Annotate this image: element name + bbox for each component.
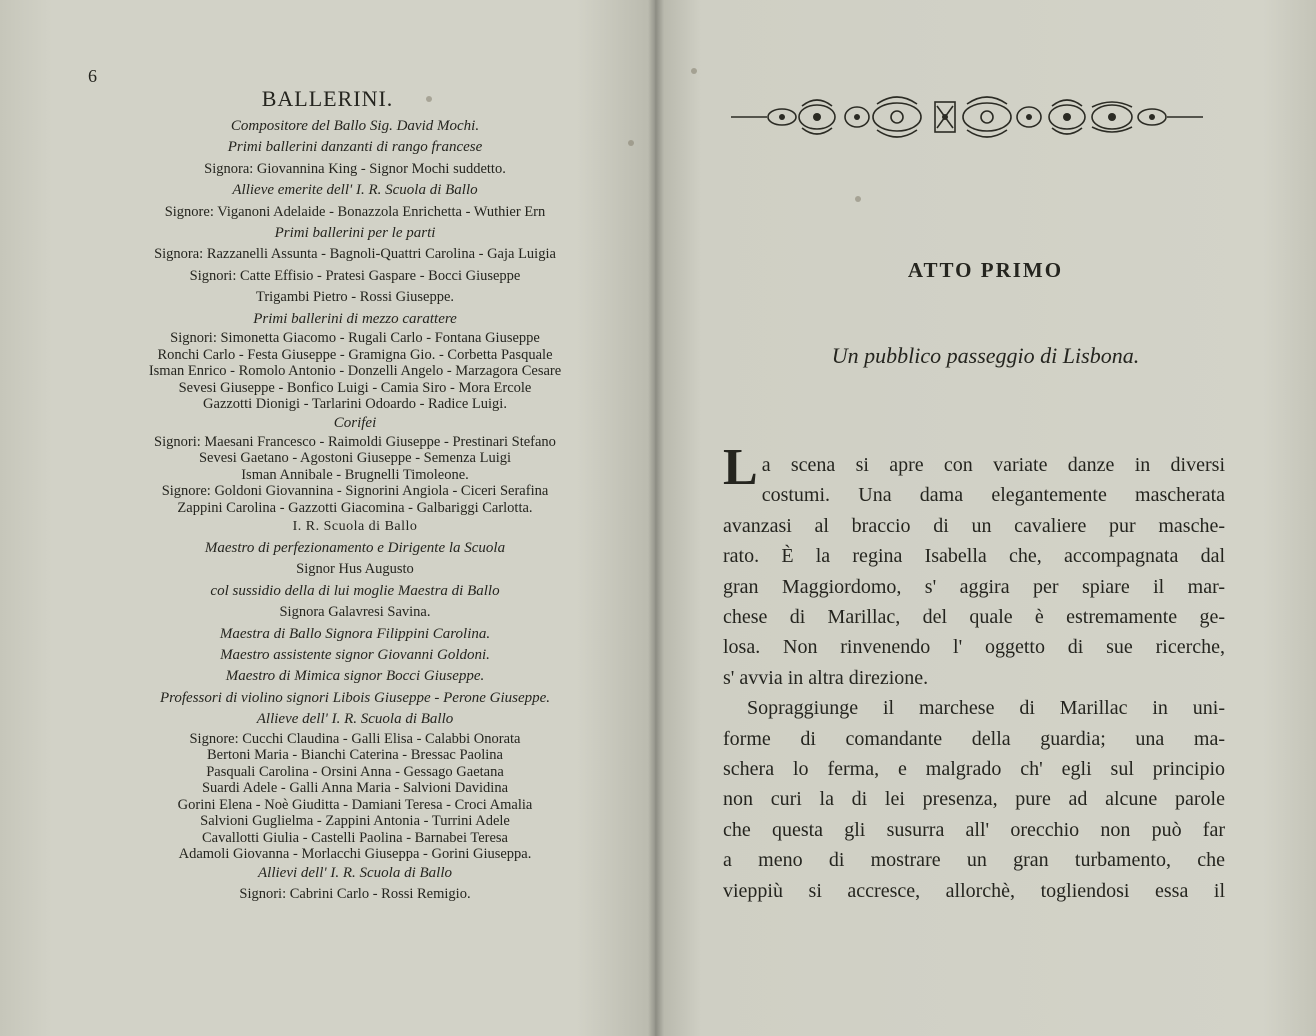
cast-line: Signori: Simonetta Giacomo - Rugali Carlo - Fontana Giuseppe (170, 330, 540, 347)
cast-line: Gazzotti Dionigi - Tarlarini Odoardo - Radice Luigi. (203, 396, 507, 413)
cast-line: Signori: Catte Effisio - Pratesi Gaspare - Bocci Giuseppe (189, 267, 521, 284)
cast-line: Signore: Viganoni Adelaide - Bonazzola Enrichetta - Wuthier Ern (164, 203, 546, 220)
drop-cap: L (723, 439, 758, 496)
decorative-headpiece-icon (727, 92, 1207, 142)
text-line: non curi la di lei presenza, pure ad alcune parole (723, 788, 1225, 811)
cast-line: Ronchi Carlo - Festa Giuseppe - Gramigna Gio. - Corbetta Pasquale (157, 346, 553, 363)
cast-line: Allieve dell' I. R. Scuola di Ballo (256, 711, 454, 728)
right-page (655, 0, 1316, 1036)
text-line: a scena si apre con variate danze in diversi (761, 454, 1225, 476)
cast-line: Isman Annibale - Brugnelli Timoleone. (241, 466, 469, 483)
page-number: 6 (88, 66, 97, 86)
cast-line: Bertoni Maria - Bianchi Caterina - Bressac Paolina (207, 747, 503, 764)
cast-line: Zappini Carolina - Gazzotti Giacomina - Galbariggi Carlotta. (177, 499, 533, 516)
cast-line: Suardi Adele - Galli Anna Maria - Salvioni Davidina (201, 780, 509, 797)
cast-line: Cavallotti Giulia - Castelli Paolina - Barnabei Teresa (202, 829, 508, 846)
text-line: costumi. Una dama elegantemente mascherata (761, 484, 1225, 507)
cast-line: Signore: Goldoni Giovannina - Signorini Angiola - Ciceri Serafina (161, 483, 549, 500)
cast-line: Gorini Elena - Noè Giuditta - Damiani Teresa - Croci Amalia (177, 796, 533, 813)
book-gutter (648, 0, 664, 1036)
text-line: s' avvia in altra direzione. (723, 666, 929, 689)
cast-line: Signori: Cabrini Carlo - Rossi Remigio. (239, 885, 471, 902)
cast-line: Compositore del Ballo Sig. David Mochi. (230, 118, 480, 134)
cast-line: Maestro di perfezionamento e Dirigente la Scuola (204, 539, 506, 556)
left-page (0, 0, 655, 1036)
cast-line: Maestra di Ballo Signora Filippini Carolina. (219, 625, 491, 642)
text-line: chese di Marillac, del quale è estremamente ge- (723, 606, 1225, 629)
cast-line: Signora: Razzanelli Assunta - Bagnoli-Quattri Carolina - Gaja Luigia (154, 246, 556, 263)
section-heading: BALLERINI. (261, 86, 394, 111)
narrative-text (723, 439, 1225, 906)
cast-line: Allievi dell' I. R. Scuola di Ballo (258, 864, 452, 881)
text-line: che questa gli susurra all' orecchio non può far (723, 818, 1225, 841)
cast-line: Primi ballerini di mezzo carattere (253, 310, 457, 327)
text-line: avanzasi al braccio di un cavaliere pur masche- (723, 514, 1225, 537)
cast-line: I. R. Scuola di Ballo (292, 519, 418, 535)
cast-line: Signora Galavresi Savina. (279, 604, 431, 621)
text-line: Sopraggiunge il marchese di Marillac in uni- (747, 697, 1225, 720)
cast-line: Adamoli Giovanna - Morlacchi Giuseppa - Gorini Giuseppa. (178, 846, 532, 863)
cast-line: Trigambi Pietro - Rossi Giuseppe. (255, 289, 455, 306)
cast-line: Sevesi Gaetano - Agostoni Giuseppe - Semenza Luigi (198, 450, 512, 467)
cast-line: Signori: Maesani Francesco - Raimoldi Giuseppe - Prestinari Stefano (154, 433, 556, 450)
cast-line: Primi ballerini danzanti di rango francese (227, 139, 483, 156)
cast-line: Signor Hus Augusto (296, 561, 414, 578)
cast-line: col sussidio della di lui moglie Maestra di Ballo (210, 582, 500, 599)
text-line: rato. È la regina Isabella che, accompagnata dal (723, 545, 1225, 568)
cast-line: Signora: Giovannina King - Signor Mochi suddetto. (204, 160, 506, 177)
cast-line: Maestro di Mimica signor Bocci Giuseppe. (225, 668, 485, 685)
cast-line: Salvioni Guglielma - Zappini Antonia - Turrini Adele (200, 813, 510, 830)
paragraph-1 (723, 439, 1225, 693)
cast-list (60, 116, 650, 905)
text-line: vieppiù si accresce, allorchè, togliendosi essa il (723, 879, 1225, 902)
paragraph-2 (723, 693, 1225, 906)
act-title: ATTO PRIMO (907, 258, 1064, 282)
cast-line: Signore: Cucchi Claudina - Galli Elisa - Calabbi Onorata (189, 730, 521, 747)
cast-line: Isman Enrico - Romolo Antonio - Donzelli Angelo - Marzagora Cesare (148, 363, 562, 380)
cast-line: Corifei (333, 414, 377, 431)
scene-title: Un pubblico passeggio di Lisbona. (831, 343, 1140, 368)
cast-line: Professori di violino signori Libois Giuseppe - Perone Giuseppe. (159, 689, 551, 706)
cast-line: Sevesi Giuseppe - Bonfico Luigi - Camia Siro - Mora Ercole (178, 379, 532, 396)
text-line: forme di comandante della guardia; una ma- (723, 727, 1225, 750)
text-line: gran Maggiordomo, s' aggira per spiare il mar- (723, 575, 1225, 598)
text-line: losa. Non rinvenendo l' oggetto di sue ricerche, (723, 636, 1225, 659)
cast-line: Allieve emerite dell' I. R. Scuola di Ballo (232, 182, 478, 199)
cast-line: Primi ballerini per le parti (274, 225, 436, 242)
cast-line: Pasquali Carolina - Orsini Anna - Gessago Gaetana (206, 763, 504, 780)
text-line: a meno di mostrare un gran turbamento, che (723, 849, 1225, 872)
cast-line: Maestro assistente signor Giovanni Goldoni. (220, 646, 490, 663)
text-line: schera lo ferma, e malgrado ch' egli sul principio (723, 758, 1225, 781)
